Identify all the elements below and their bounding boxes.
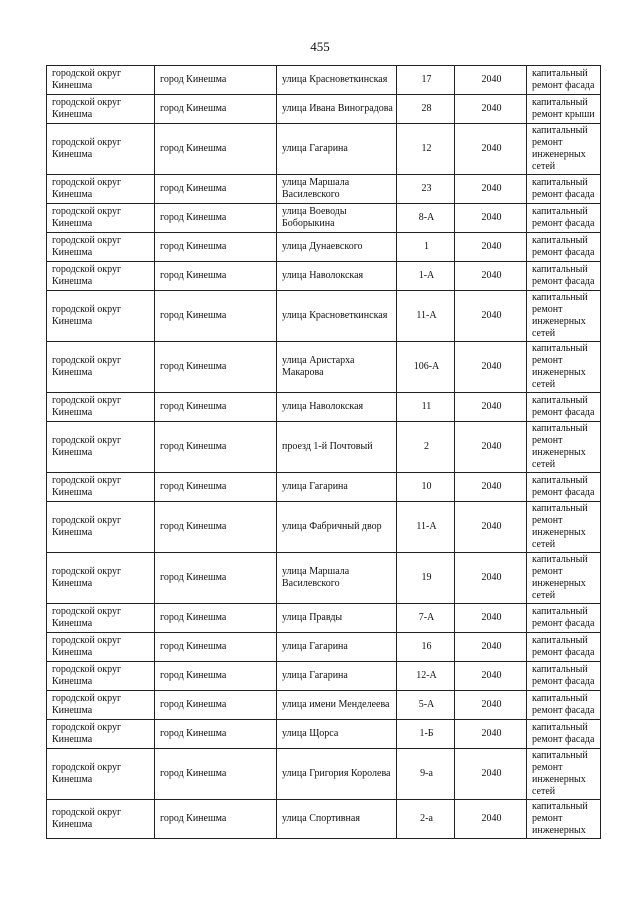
table-row [47, 662, 601, 691]
year-cell: 2040 [455, 604, 527, 633]
street-cell: улица Наволокская [277, 262, 397, 291]
year-cell: 2040 [455, 175, 527, 204]
year-cell: 2040 [455, 473, 527, 502]
street-cell: улица Ивана Виноградова [277, 95, 397, 124]
district-cell: городской округ Кинешма [47, 66, 155, 95]
table-row [47, 473, 601, 502]
city-cell: город Кинешма [155, 800, 277, 839]
work-type-cell: капитальный ремонт инженерных сетей [527, 422, 601, 473]
repair-schedule-table [46, 65, 601, 839]
work-type-cell: капитальный ремонт инженерных сетей [527, 749, 601, 800]
house-number-cell: 1-А [397, 262, 455, 291]
city-cell: город Кинешма [155, 473, 277, 502]
district-cell: городской округ Кинешма [47, 604, 155, 633]
work-type-cell: капитальный ремонт фасада [527, 393, 601, 422]
city-cell: город Кинешма [155, 633, 277, 662]
house-number-cell: 2-а [397, 800, 455, 839]
street-cell: улица Воеводы Боборыкина [277, 204, 397, 233]
district-cell: городской округ Кинешма [47, 553, 155, 604]
street-cell: проезд 1-й Почтовый [277, 422, 397, 473]
year-cell: 2040 [455, 720, 527, 749]
work-type-cell: капитальный ремонт фасада [527, 175, 601, 204]
work-type-cell: капитальный ремонт инженерных сетей [527, 124, 601, 175]
year-cell: 2040 [455, 393, 527, 422]
house-number-cell: 11-А [397, 502, 455, 553]
city-cell: город Кинешма [155, 175, 277, 204]
table-row [47, 262, 601, 291]
work-type-cell: капитальный ремонт фасада [527, 473, 601, 502]
table-row [47, 502, 601, 553]
city-cell: город Кинешма [155, 662, 277, 691]
house-number-cell: 16 [397, 633, 455, 662]
table-row [47, 800, 601, 839]
table-row [47, 204, 601, 233]
street-cell: улица Гагарина [277, 124, 397, 175]
house-number-cell: 1 [397, 233, 455, 262]
district-cell: городской округ Кинешма [47, 749, 155, 800]
house-number-cell: 5-А [397, 691, 455, 720]
city-cell: город Кинешма [155, 749, 277, 800]
city-cell: город Кинешма [155, 691, 277, 720]
street-cell: улица Маршала Василевского [277, 175, 397, 204]
year-cell: 2040 [455, 691, 527, 720]
district-cell: городской округ Кинешма [47, 124, 155, 175]
year-cell: 2040 [455, 262, 527, 291]
street-cell: улица Фабричный двор [277, 502, 397, 553]
district-cell: городской округ Кинешма [47, 633, 155, 662]
work-type-cell: капитальный ремонт фасада [527, 233, 601, 262]
year-cell: 2040 [455, 95, 527, 124]
city-cell: город Кинешма [155, 233, 277, 262]
table-row [47, 291, 601, 342]
work-type-cell: капитальный ремонт фасада [527, 662, 601, 691]
city-cell: город Кинешма [155, 720, 277, 749]
district-cell: городской округ Кинешма [47, 262, 155, 291]
table-row [47, 124, 601, 175]
table-row [47, 720, 601, 749]
city-cell: город Кинешма [155, 604, 277, 633]
house-number-cell: 7-А [397, 604, 455, 633]
work-type-cell: капитальный ремонт фасада [527, 204, 601, 233]
year-cell: 2040 [455, 502, 527, 553]
house-number-cell: 17 [397, 66, 455, 95]
table-row [47, 633, 601, 662]
city-cell: город Кинешма [155, 342, 277, 393]
city-cell: город Кинешма [155, 502, 277, 553]
city-cell: город Кинешма [155, 422, 277, 473]
street-cell: улица Маршала Василевского [277, 553, 397, 604]
district-cell: городской округ Кинешма [47, 342, 155, 393]
work-type-cell: капитальный ремонт инженерных сетей [527, 342, 601, 393]
work-type-cell: капитальный ремонт инженерных сетей [527, 502, 601, 553]
work-type-cell: капитальный ремонт инженерных сетей [527, 553, 601, 604]
street-cell: улица Красноветкинская [277, 66, 397, 95]
district-cell: городской округ Кинешма [47, 662, 155, 691]
district-cell: городской округ Кинешма [47, 502, 155, 553]
district-cell: городской округ Кинешма [47, 393, 155, 422]
year-cell: 2040 [455, 800, 527, 839]
street-cell: улица Гагарина [277, 633, 397, 662]
year-cell: 2040 [455, 422, 527, 473]
house-number-cell: 2 [397, 422, 455, 473]
year-cell: 2040 [455, 291, 527, 342]
year-cell: 2040 [455, 553, 527, 604]
house-number-cell: 8-А [397, 204, 455, 233]
work-type-cell: капитальный ремонт крыши [527, 95, 601, 124]
city-cell: город Кинешма [155, 553, 277, 604]
city-cell: город Кинешма [155, 95, 277, 124]
street-cell: улица Григория Королева [277, 749, 397, 800]
city-cell: город Кинешма [155, 204, 277, 233]
table-row [47, 553, 601, 604]
house-number-cell: 11 [397, 393, 455, 422]
year-cell: 2040 [455, 662, 527, 691]
district-cell: городской округ Кинешма [47, 473, 155, 502]
table-row [47, 393, 601, 422]
work-type-cell: капитальный ремонт инженерных [527, 800, 601, 839]
street-cell: улица Дунаевского [277, 233, 397, 262]
page-number: 455 [310, 39, 330, 54]
year-cell: 2040 [455, 342, 527, 393]
table-body [47, 66, 601, 839]
district-cell: городской округ Кинешма [47, 175, 155, 204]
district-cell: городской округ Кинешма [47, 291, 155, 342]
table-row [47, 66, 601, 95]
house-number-cell: 9-а [397, 749, 455, 800]
work-type-cell: капитальный ремонт фасада [527, 66, 601, 95]
city-cell: город Кинешма [155, 124, 277, 175]
house-number-cell: 106-А [397, 342, 455, 393]
house-number-cell: 12 [397, 124, 455, 175]
city-cell: город Кинешма [155, 66, 277, 95]
house-number-cell: 12-А [397, 662, 455, 691]
street-cell: улица Красноветкинская [277, 291, 397, 342]
street-cell: улица Гагарина [277, 662, 397, 691]
table-row [47, 342, 601, 393]
house-number-cell: 1-Б [397, 720, 455, 749]
district-cell: городской округ Кинешма [47, 691, 155, 720]
work-type-cell: капитальный ремонт фасада [527, 604, 601, 633]
street-cell: улица имени Менделеева [277, 691, 397, 720]
street-cell: улица Правды [277, 604, 397, 633]
district-cell: городской округ Кинешма [47, 800, 155, 839]
table-row [47, 233, 601, 262]
work-type-cell: капитальный ремонт фасада [527, 720, 601, 749]
table-row [47, 604, 601, 633]
house-number-cell: 19 [397, 553, 455, 604]
table-row [47, 175, 601, 204]
street-cell: улица Аристарха Макарова [277, 342, 397, 393]
city-cell: город Кинешма [155, 393, 277, 422]
house-number-cell: 10 [397, 473, 455, 502]
street-cell: улица Гагарина [277, 473, 397, 502]
district-cell: городской округ Кинешма [47, 720, 155, 749]
house-number-cell: 28 [397, 95, 455, 124]
district-cell: городской округ Кинешма [47, 204, 155, 233]
district-cell: городской округ Кинешма [47, 95, 155, 124]
year-cell: 2040 [455, 233, 527, 262]
district-cell: городской округ Кинешма [47, 233, 155, 262]
year-cell: 2040 [455, 66, 527, 95]
street-cell: улица Спортивная [277, 800, 397, 839]
year-cell: 2040 [455, 124, 527, 175]
work-type-cell: капитальный ремонт инженерных сетей [527, 291, 601, 342]
year-cell: 2040 [455, 633, 527, 662]
table-row [47, 749, 601, 800]
work-type-cell: капитальный ремонт фасада [527, 691, 601, 720]
table-row [47, 422, 601, 473]
city-cell: город Кинешма [155, 262, 277, 291]
district-cell: городской округ Кинешма [47, 422, 155, 473]
house-number-cell: 11-А [397, 291, 455, 342]
table-row [47, 691, 601, 720]
house-number-cell: 23 [397, 175, 455, 204]
work-type-cell: капитальный ремонт фасада [527, 262, 601, 291]
city-cell: город Кинешма [155, 291, 277, 342]
table-row [47, 95, 601, 124]
street-cell: улица Щорса [277, 720, 397, 749]
work-type-cell: капитальный ремонт фасада [527, 633, 601, 662]
year-cell: 2040 [455, 749, 527, 800]
street-cell: улица Наволокская [277, 393, 397, 422]
year-cell: 2040 [455, 204, 527, 233]
